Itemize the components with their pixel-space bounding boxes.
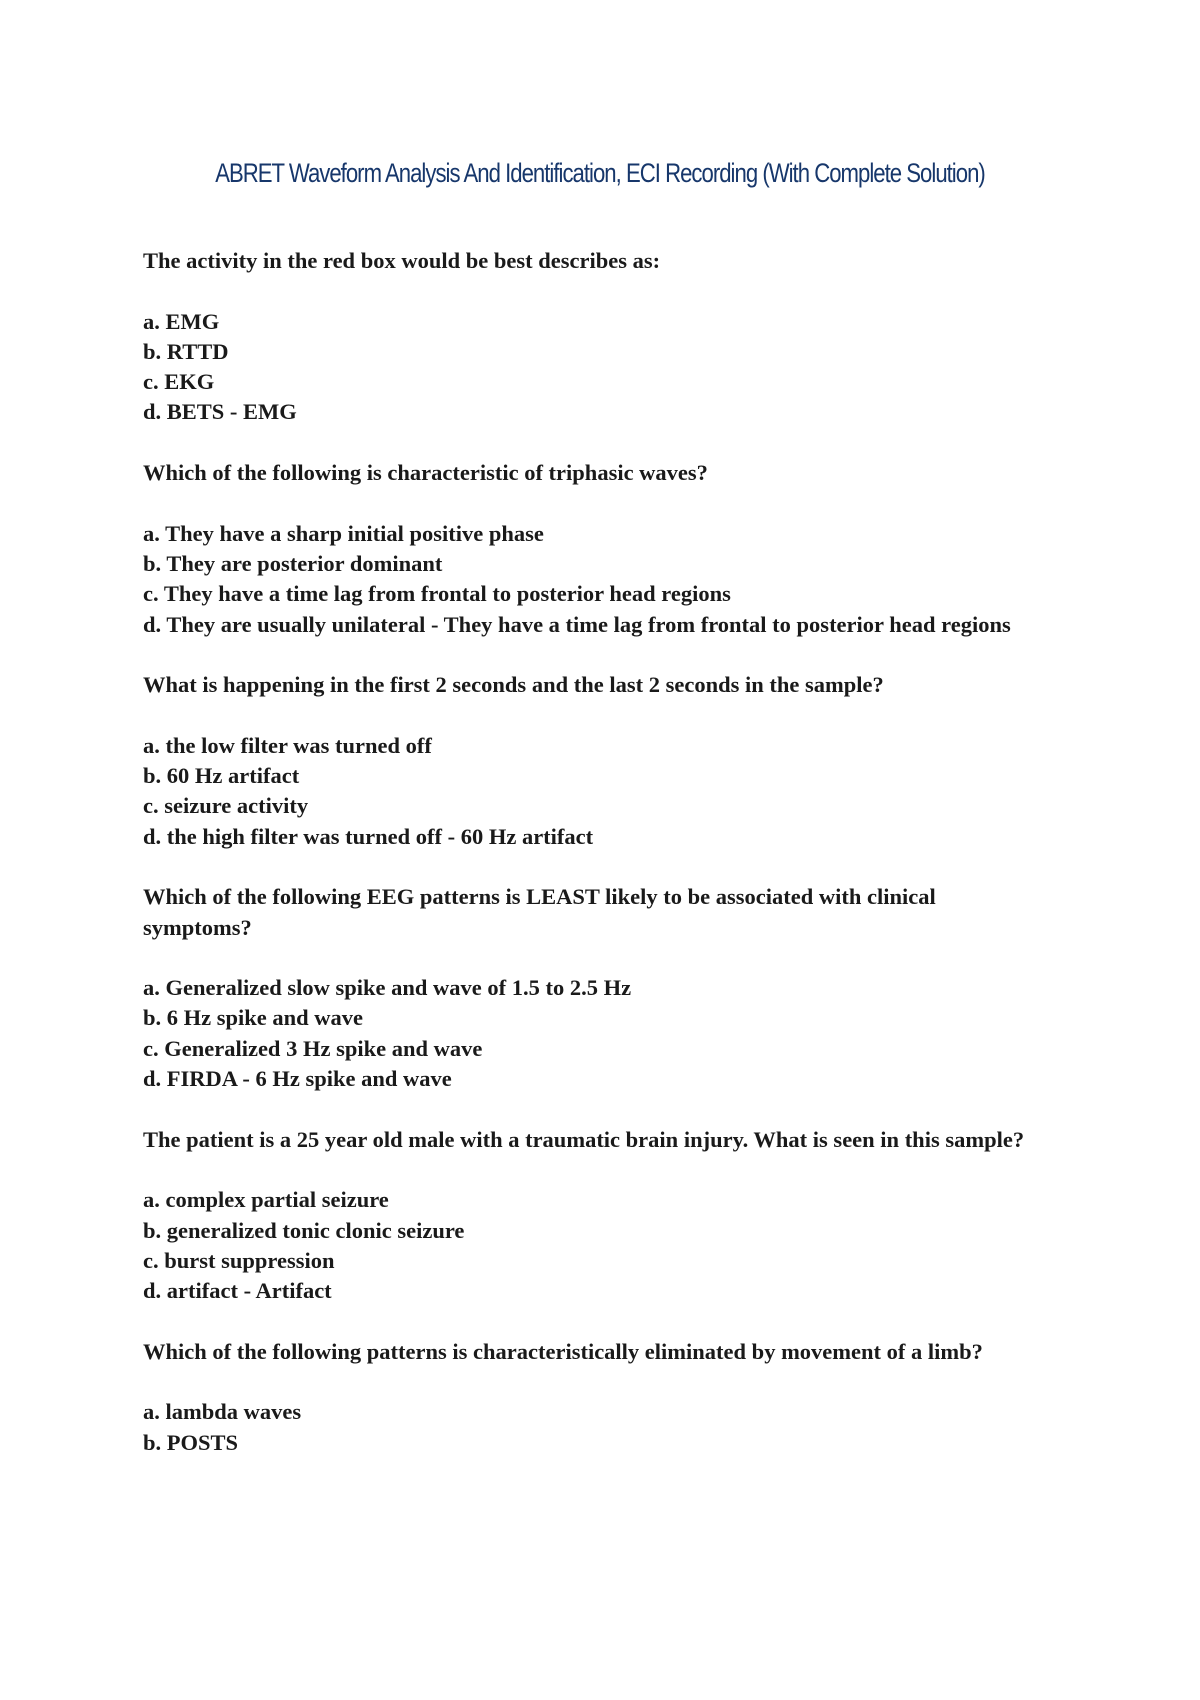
question-block-6 <box>143 1337 1043 1458</box>
answer-option: c. burst suppression <box>143 1247 335 1273</box>
answer-option: c. EKG <box>143 369 215 395</box>
question-block-3 <box>143 670 1043 852</box>
answer-options <box>143 731 1043 852</box>
answer-options <box>143 307 1043 428</box>
document-title: ABRET Waveform Analysis And Identification, ECI Recording (With Complete Solution) <box>215 158 985 188</box>
answer-options <box>143 1185 1043 1306</box>
answer-options <box>143 973 1043 1094</box>
answer-options <box>143 519 1043 640</box>
question-list <box>143 246 1043 1488</box>
question-text: Which of the following patterns is characteristically eliminated by movement of a limb? <box>143 1338 983 1364</box>
answer-option: c. seizure activity <box>143 793 309 819</box>
question-block-2 <box>143 458 1043 640</box>
answer-option: a. Generalized slow spike and wave of 1.5 to 2.5 Hz <box>143 975 632 1001</box>
answer-option: d. FIRDA - 6 Hz spike and wave <box>143 1066 452 1092</box>
question-block-1 <box>143 246 1043 428</box>
answer-option: a. lambda waves <box>143 1399 302 1425</box>
question-block-5 <box>143 1125 1043 1307</box>
answer-option: d. artifact - Artifact <box>143 1278 332 1304</box>
answer-option: a. EMG <box>143 308 220 334</box>
answer-option: d. They are usually unilateral - They have a time lag from frontal to posterior head regions <box>143 611 1011 637</box>
answer-option: d. BETS - EMG <box>143 399 297 425</box>
answer-option: a. complex partial seizure <box>143 1187 389 1213</box>
question-text: Which of the following is characteristic of triphasic waves? <box>143 460 708 486</box>
answer-option: c. They have a time lag from frontal to posterior head regions <box>143 581 731 607</box>
answer-options <box>143 1397 1043 1458</box>
answer-option: b. generalized tonic clonic seizure <box>143 1217 465 1243</box>
answer-option: b. 6 Hz spike and wave <box>143 1005 364 1031</box>
answer-option: b. RTTD <box>143 338 229 364</box>
question-text: The patient is a 25 year old male with a traumatic brain injury. What is seen in this sample? <box>143 1126 1025 1152</box>
question-text: The activity in the red box would be best describes as: <box>143 248 661 273</box>
answer-option: b. 60 Hz artifact <box>143 763 300 789</box>
answer-option: d. the high filter was turned off - 60 Hz artifact <box>143 823 594 849</box>
question-text: What is happening in the first 2 seconds and the last 2 seconds in the sample? <box>143 672 884 698</box>
question-text: Which of the following EEG patterns is LEAST likely to be associated with clinical symptoms? <box>143 884 936 940</box>
answer-option: c. Generalized 3 Hz spike and wave <box>143 1035 483 1061</box>
answer-option: a. They have a sharp initial positive phase <box>143 520 544 546</box>
answer-option: a. the low filter was turned off <box>143 732 432 758</box>
answer-option: b. POSTS <box>143 1429 239 1455</box>
answer-option: b. They are posterior dominant <box>143 550 443 576</box>
question-block-4 <box>143 882 1043 1094</box>
